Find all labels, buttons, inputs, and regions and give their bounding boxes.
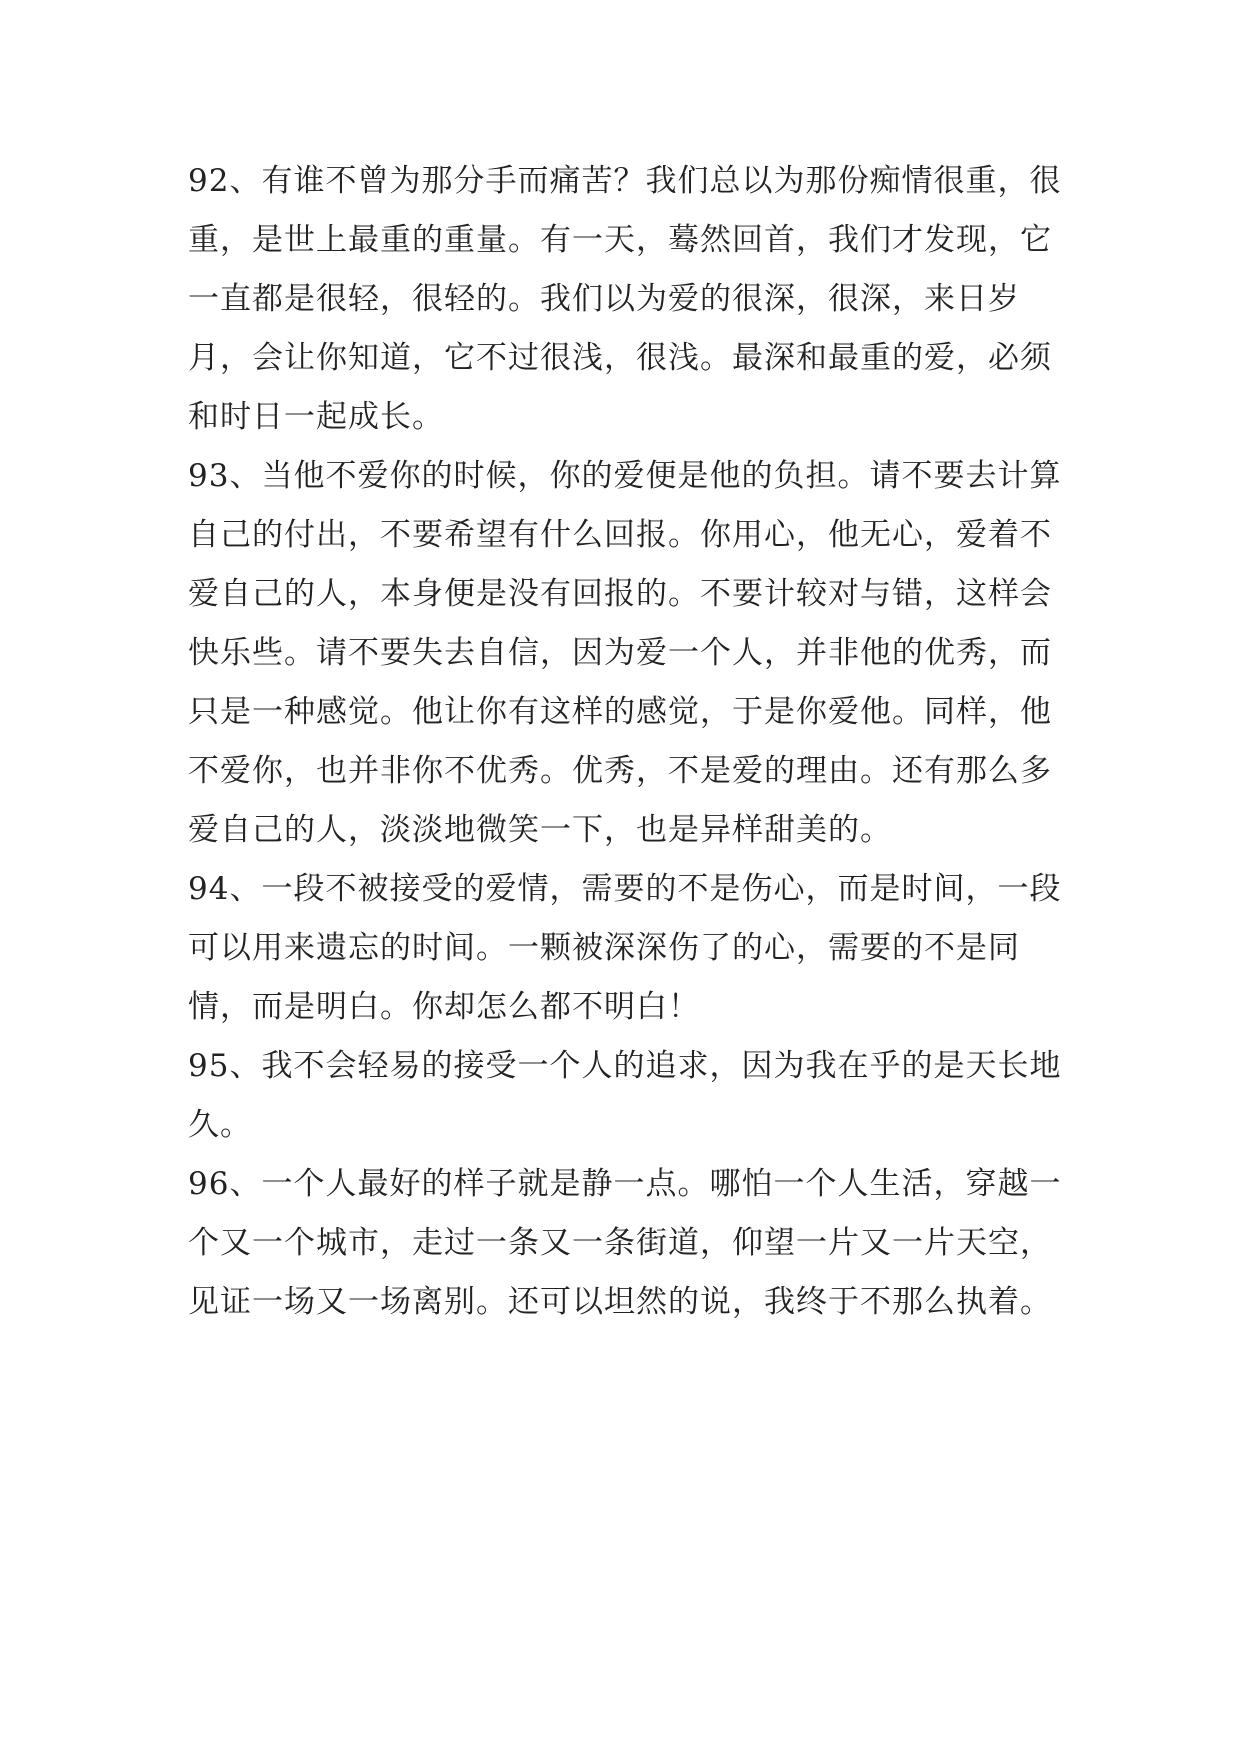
paragraph-92: 92、有谁不曾为那分手而痛苦？我们总以为那份痴情很重，很重，是世上最重的重量。有一天，蓦然回首，我们才发现，它一直都是很轻，很轻的。我们以为爱的很深，很深，来日岁月，会让你知道，它不过很浅，很浅。最深和最重的爱，必须和时日一起成长。 xyxy=(188,163,1062,435)
paragraph-93: 93、当他不爱你的时候，你的爱便是他的负担。请不要去计算自己的付出，不要希望有什么回报。你用心，他无心，爱着不爱自己的人，本身便是没有回报的。不要计较对与错，这样会快乐些。请不要失去自信，因为爱一个人，并非他的优秀，而只是一种感觉。他让你有这样的感觉，于是你爱他。同样，他不爱你，也并非你不优秀。优秀，不是爱的理由。还有那么多爱自己的人，淡淡地微笑一下，也是异样甜美的。 xyxy=(188,458,1062,848)
document-body xyxy=(188,152,1068,1332)
paragraph-94: 94、一段不被接受的爱情，需要的不是伤心，而是时间，一段可以用来遗忘的时间。一颗被深深伤了的心，需要的不是同情，而是明白。你却怎么都不明白！ xyxy=(188,871,1062,1025)
paragraph-96: 96、一个人最好的样子就是静一点。哪怕一个人生活，穿越一个又一个城市，走过一条又一条街道，仰望一片又一片天空，见证一场又一场离别。还可以坦然的说，我终于不那么执着。 xyxy=(188,1166,1062,1320)
paragraph-95: 95、我不会轻易的接受一个人的追求，因为我在乎的是天长地久。 xyxy=(188,1048,1062,1143)
